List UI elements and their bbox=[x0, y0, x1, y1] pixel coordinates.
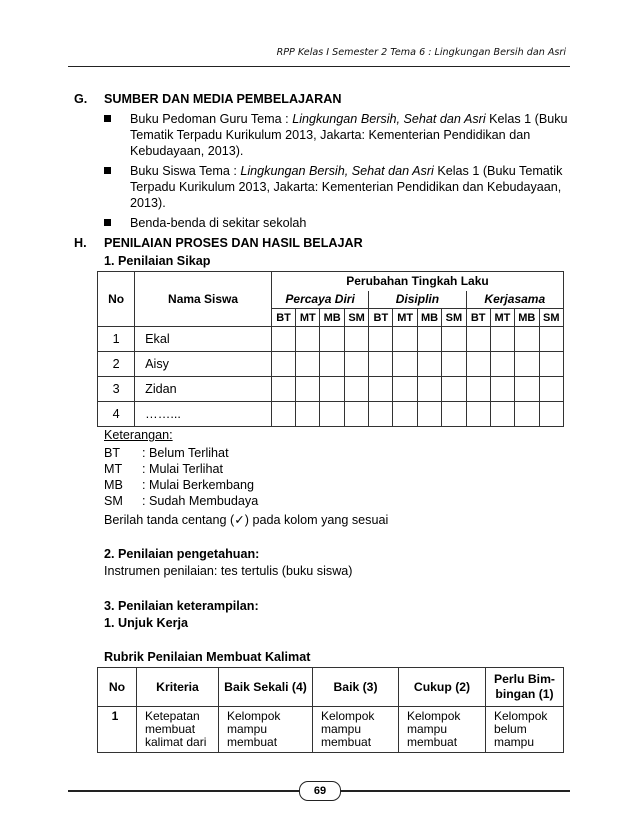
resource-text-suffix: Kelas 1 (Buku Tematik Terpadu Kurikulum 2013, Jakarta: Kementerian Pendidikan dan Kebudayaan, 2013). bbox=[130, 164, 563, 210]
table-row bbox=[98, 377, 564, 402]
running-header: RPP Kelas I Semester 2 Tema 6 : Lingkungan Bersih dan Asri bbox=[276, 47, 566, 58]
scale-header: MB bbox=[417, 309, 441, 327]
rubric-cell: Kelompok mampu membuat bbox=[219, 707, 313, 753]
group-kerjasama: Kerjasama bbox=[466, 291, 563, 309]
scale-header: MT bbox=[393, 309, 417, 327]
legend-desc: : Mulai Terlihat bbox=[142, 462, 223, 476]
legend-desc: : Sudah Membudaya bbox=[142, 494, 259, 508]
pengetahuan-text: Instrumen penilaian: tes tertulis (buku siswa) bbox=[104, 564, 353, 578]
scale-header: SM bbox=[539, 309, 563, 327]
sikap-subtitle: 1. Penilaian Sikap bbox=[104, 254, 211, 268]
row-student-name: Aisy bbox=[135, 352, 272, 377]
resource-item bbox=[104, 215, 574, 231]
row-no: 3 bbox=[98, 377, 135, 402]
rubric-col-header: Baik Sekali (4) bbox=[219, 668, 313, 707]
scale-header: MT bbox=[490, 309, 514, 327]
legend-row bbox=[104, 446, 229, 460]
section-h-title: PENILAIAN PROSES DAN HASIL BELAJAR bbox=[104, 236, 363, 250]
group-disiplin: Disiplin bbox=[369, 291, 466, 309]
pengetahuan-subtitle: 2. Penilaian pengetahuan: bbox=[104, 547, 260, 561]
rubric-cell: Kelompok mampu membuat bbox=[399, 707, 486, 753]
page-number: 69 bbox=[299, 781, 341, 801]
table-row bbox=[98, 327, 564, 352]
resource-text-prefix: Benda-benda di sekitar sekolah bbox=[130, 216, 307, 230]
scale-header: SM bbox=[344, 309, 368, 327]
section-h-letter: H. bbox=[74, 236, 87, 250]
scale-header: BT bbox=[466, 309, 490, 327]
rubric-col-header: No bbox=[98, 668, 137, 707]
footer-rule-right bbox=[341, 790, 570, 792]
rubric-cell-no: 1 bbox=[98, 707, 137, 753]
scale-header: MB bbox=[320, 309, 344, 327]
rubric-cell: Kelompok mampu membuat bbox=[313, 707, 399, 753]
table-row bbox=[98, 402, 564, 427]
rubric-col-header: Baik (3) bbox=[313, 668, 399, 707]
rubric-cell: Kelompok belum mampu bbox=[486, 707, 564, 753]
legend-abbr: MT bbox=[104, 462, 123, 476]
group-percaya-diri: Percaya Diri bbox=[271, 291, 368, 309]
row-student-name: Ekal bbox=[135, 327, 272, 352]
keterampilan-subtitle: 3. Penilaian keterampilan: bbox=[104, 599, 259, 613]
rubric-cell: Ketepatan membuat kalimat dari bbox=[137, 707, 219, 753]
col-name-header: Nama Siswa bbox=[135, 272, 272, 327]
square-bullet-icon bbox=[104, 115, 111, 122]
rubric-title: Rubrik Penilaian Membuat Kalimat bbox=[104, 650, 311, 664]
scale-header: BT bbox=[369, 309, 393, 327]
behavior-group-header: Perubahan Tingkah Laku bbox=[271, 272, 563, 291]
square-bullet-icon bbox=[104, 167, 111, 174]
resource-book-title: Lingkungan Bersih, Sehat dan Asri bbox=[292, 112, 486, 126]
section-g-title: SUMBER DAN MEDIA PEMBELAJARAN bbox=[104, 92, 342, 106]
legend-row bbox=[104, 462, 223, 476]
row-student-name: ……... bbox=[135, 402, 272, 427]
resource-text-prefix: Buku Siswa Tema : bbox=[130, 164, 241, 178]
instruction-text: Berilah tanda centang (✓) pada kolom yang sesuai bbox=[104, 513, 389, 527]
scale-header: MT bbox=[296, 309, 320, 327]
footer-rule-left bbox=[68, 790, 299, 792]
legend-row bbox=[104, 478, 254, 492]
attitude-table bbox=[97, 271, 564, 427]
legend-row bbox=[104, 494, 258, 508]
resource-item bbox=[104, 111, 574, 159]
resource-text-suffix: Kelas 1 (Buku Tematik Terpadu Kurikulum 2013, Jakarta: Kementerian Pendidikan dan Kebudayaan, 2013). bbox=[130, 112, 568, 158]
scale-header: MB bbox=[515, 309, 539, 327]
col-no-header: No bbox=[98, 272, 135, 327]
table-row bbox=[98, 352, 564, 377]
row-no: 2 bbox=[98, 352, 135, 377]
row-no: 1 bbox=[98, 327, 135, 352]
unjuk-kerja-subtitle: 1. Unjuk Kerja bbox=[104, 616, 188, 630]
resource-item bbox=[104, 163, 574, 211]
resource-book-title: Lingkungan Bersih, Sehat dan Asri bbox=[240, 164, 434, 178]
legend-abbr: MB bbox=[104, 478, 123, 492]
table-row bbox=[98, 707, 564, 753]
legend-desc: : Belum Terlihat bbox=[142, 446, 229, 460]
section-g-letter: G. bbox=[74, 92, 88, 106]
rubric-table bbox=[97, 667, 564, 753]
row-student-name: Zidan bbox=[135, 377, 272, 402]
row-no: 4 bbox=[98, 402, 135, 427]
rubric-col-header: Perlu Bim-bingan (1) bbox=[486, 668, 564, 707]
square-bullet-icon bbox=[104, 219, 111, 226]
scale-header: SM bbox=[442, 309, 466, 327]
rubric-col-header: Cukup (2) bbox=[399, 668, 486, 707]
legend-desc: : Mulai Berkembang bbox=[142, 478, 254, 492]
legend-abbr: SM bbox=[104, 494, 123, 508]
header-rule bbox=[68, 66, 570, 67]
resource-text-prefix: Buku Pedoman Guru Tema : bbox=[130, 112, 293, 126]
rubric-col-header: Kriteria bbox=[137, 668, 219, 707]
resource-list bbox=[104, 111, 574, 235]
keterangan-label: Keterangan: bbox=[104, 428, 173, 442]
scale-header: BT bbox=[271, 309, 295, 327]
legend-abbr: BT bbox=[104, 446, 121, 460]
